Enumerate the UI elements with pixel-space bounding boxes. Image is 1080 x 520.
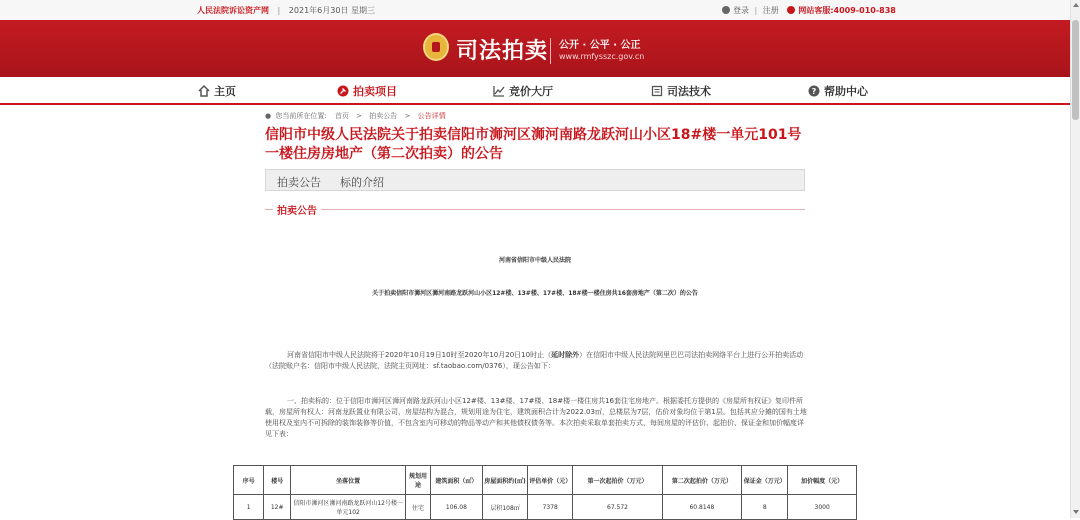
nav-item-bidding-hall[interactable]	[493, 83, 553, 99]
para1-text-b: ）在信阳市中级人民法院网里巴巴司法拍卖网络平台上进行公开拍卖活动（法院账户名：信阳市中级人民法院，法院主页网址：sf.taobao.com/0376），现公告如下：	[265, 351, 804, 370]
col-header: 坐落位置	[291, 466, 406, 495]
breadcrumb-sep: >	[404, 112, 411, 120]
separator: |	[277, 6, 281, 15]
notice-paragraph-2	[265, 396, 810, 440]
help-icon	[808, 85, 820, 97]
table-cell: 60.8148	[662, 495, 742, 520]
breadcrumb-current: 公告详情	[417, 112, 446, 120]
table-cell: 住宅	[406, 495, 431, 520]
section-line	[265, 209, 805, 210]
page-scrollbar[interactable]	[1070, 0, 1080, 518]
nav-item-auction-projects[interactable]	[337, 83, 397, 99]
table-cell: 3000	[788, 495, 857, 520]
court-name: 河南省信阳市中级人民法院	[498, 257, 571, 264]
nav-red-divider	[0, 103, 1070, 105]
notice-tabs	[265, 169, 805, 191]
table-header-row	[234, 466, 857, 495]
nav-item-home[interactable]	[198, 83, 236, 99]
nav-label: 主页	[214, 85, 236, 98]
notice-paragraph-1	[265, 350, 810, 372]
col-header: 第一次起拍价（万元）	[573, 466, 662, 495]
nav-label: 拍卖项目	[353, 85, 397, 98]
table-cell: 层积108㎡	[482, 495, 527, 520]
hotline-text: 网站客服:4009-010-838	[798, 6, 896, 15]
table-cell: 信阳市浉河区浉河南路龙跃河山12号楼一单元102	[291, 495, 406, 520]
logo-text[interactable]: 司法拍卖	[456, 39, 549, 64]
breadcrumb	[265, 111, 446, 121]
user-icon	[722, 6, 730, 14]
court-emblem-icon	[423, 33, 449, 61]
nav-item-help-center[interactable]	[808, 83, 868, 99]
top-bar	[0, 0, 1070, 21]
para1-bold: 延时除外	[551, 351, 580, 359]
gavel-icon	[337, 85, 349, 97]
tab-auction-notice[interactable]: 拍卖公告	[277, 176, 321, 189]
site-url: www.rmfysszc.gov.cn	[559, 52, 645, 61]
nav-item-judicial-tech[interactable]	[651, 83, 711, 99]
home-icon	[198, 85, 210, 97]
para1-text-a: 河南省信阳市中级人民法院将于2020年10月19日10时至2020年10月20日10时止（	[287, 351, 552, 359]
site-name-link[interactable]: 人民法院诉讼资产网	[197, 6, 269, 15]
location-pin-icon: ●	[265, 112, 272, 120]
para2-text: 一、拍卖标的：位于信阳市浉河区浉河南路龙跃河山小区12#楼、13#楼、17#楼、18#楼一楼住房共16套住宅房地产。根据委托方提供的《房屋所有权证》复印件所载，房屋所有权人：河南龙跃置业有限公司，房屋结构为混合，规划用途为住宅，建筑面积合计为2022.03㎡，总楼层为7层，估价对象均位于第1层。包括其应分摊的国有土地使用权及室内不可拆除的装饰装修等价值，不包含室内可移动的物品等动产和其他债权债务等。本次拍卖采取单套拍卖方式，每间房屋的评估价、起拍价、保证金和加价幅度详见下表：	[265, 397, 807, 438]
page-title: 信阳市中级人民法院关于拍卖信阳市浉河区浉河南路龙跃河山小区18#楼一单元101号一楼住房房地产（第二次拍卖）的公告	[265, 127, 802, 162]
table-cell: 8	[742, 495, 788, 520]
nav-label: 竞价大厅	[509, 85, 553, 98]
trend-chart-icon	[493, 85, 505, 97]
col-header: 第二次起拍价（万元）	[662, 466, 742, 495]
breadcrumb-notices[interactable]: 拍卖公告	[369, 112, 398, 120]
breadcrumb-prefix: 您当前所在位置:	[275, 112, 327, 120]
col-header: 建筑面积（㎡）	[430, 466, 482, 495]
section-title: 拍卖公告	[273, 202, 321, 217]
login-link[interactable]: 登录	[733, 6, 749, 15]
scroll-thumb[interactable]	[1072, 20, 1079, 120]
col-header: 加价幅度（元）	[788, 466, 857, 495]
main-nav	[0, 77, 1070, 105]
svg-text:?: ?	[811, 87, 817, 96]
col-header: 序号	[234, 466, 264, 495]
table-cell: 12#	[264, 495, 291, 520]
table-row	[234, 495, 857, 520]
col-header: 楼号	[264, 466, 291, 495]
logo-divider	[550, 38, 551, 64]
col-header: 保证金（万元）	[742, 466, 788, 495]
header-banner	[0, 20, 1070, 77]
scroll-down-icon[interactable]	[1073, 510, 1079, 514]
notice-subject: 关于拍卖信阳市浉河区浉河南路龙跃河山小区12#楼、13#楼、17#楼、18#楼一楼住房共16套房地产（第二次）的公告	[372, 290, 698, 297]
nav-label: 司法技术	[667, 85, 711, 98]
phone-icon	[787, 6, 795, 14]
nav-label: 帮助中心	[824, 85, 868, 98]
divider: |	[754, 6, 758, 15]
section-heading	[265, 200, 805, 216]
current-date: 2021年6月30日 星期三	[288, 6, 375, 15]
breadcrumb-sep: >	[356, 112, 363, 120]
document-icon	[651, 85, 663, 97]
scroll-up-icon[interactable]	[1073, 3, 1079, 7]
tab-item-intro[interactable]: 标的介绍	[340, 176, 384, 189]
table-cell: 1	[234, 495, 264, 520]
col-header: 房屋面积约(㎡)	[482, 466, 527, 495]
auction-items-table	[233, 465, 857, 520]
slogan: 公开 · 公平 · 公正	[559, 40, 641, 51]
table-cell: 7378	[528, 495, 573, 520]
table-cell: 67.572	[573, 495, 662, 520]
register-link[interactable]: 注册	[762, 6, 779, 15]
table-cell: 106.08	[430, 495, 482, 520]
col-header: 评估单价（元）	[528, 466, 573, 495]
col-header: 规划用途	[406, 466, 431, 495]
breadcrumb-home[interactable]: 首页	[334, 112, 349, 120]
